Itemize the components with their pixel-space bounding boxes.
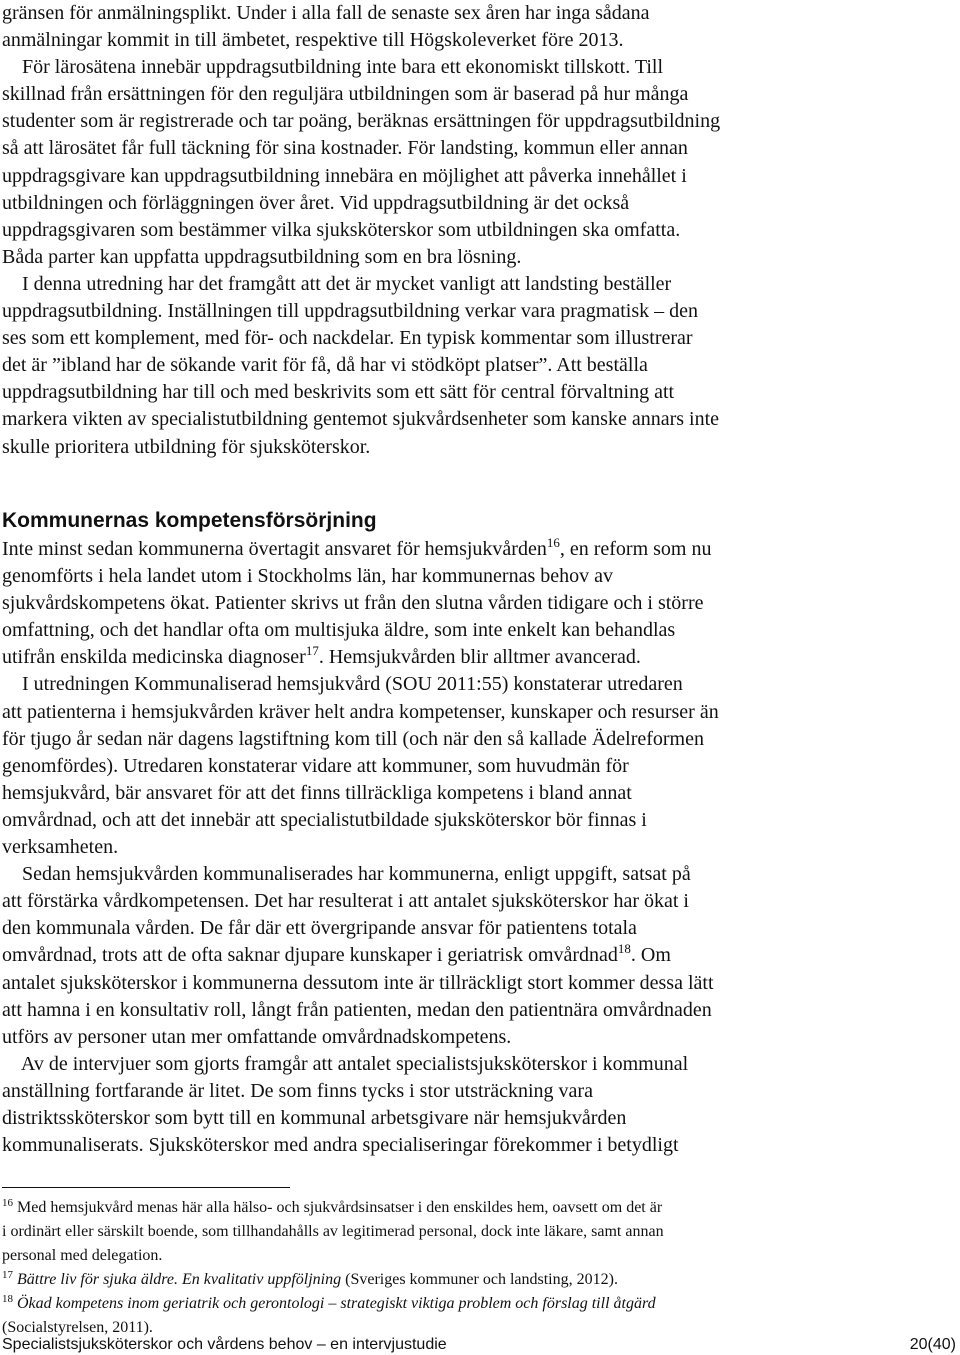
text-line: att förstärka vårdkompetensen. Det har resulterat i att antalet sjuksköterskor har ökat i bbox=[2, 890, 689, 913]
footer-page-number: 20(40) bbox=[909, 1336, 956, 1353]
body-text-block-2 bbox=[2, 536, 852, 1159]
text-line: I utredningen Kommunaliserad hemsjukvård (SOU 2011:55) konstaterar utredaren bbox=[2, 673, 683, 696]
text-line: För lärosätena innebär uppdragsutbildning inte bara ett ekonomiskt tillskott. Till bbox=[2, 56, 664, 79]
text-line: utifrån enskilda medicinska diagnoser$^{17}$. Hemsjukvården blir alltmer avancerad. bbox=[2, 643, 641, 669]
footnote-17: $^{17}$ Bättre liv för sjuka äldre. En kvalitativ uppföljning (Sveriges kommuner och landsting, 2012). bbox=[2, 1269, 618, 1288]
text-line: att patienterna i hemsjukvården kräver helt andra kompetenser, kunskaper och resurser än bbox=[2, 700, 719, 723]
text-line: omvårdnad, trots att de ofta saknar djupare kunskaper i geriatrisk omvårdnad$^{18}$. Om bbox=[2, 941, 671, 967]
body-text-block-1 bbox=[2, 0, 852, 461]
text-line: gränsen för anmälningsplikt. Under i alla fall de senaste sex åren har inga sådana bbox=[2, 2, 650, 24]
footnote-16-line-2: i ordinärt eller särskilt boende, som tillhandahålls av legitimerad personal, dock inte läkare, samt annan bbox=[2, 1223, 664, 1240]
text-line: hemsjukvård, bär ansvaret för att det finns tillräckliga kompetens i bland annat bbox=[2, 781, 632, 804]
footnote-ref-18[interactable]: 18 bbox=[617, 941, 631, 957]
footnotes bbox=[2, 1196, 852, 1340]
footer-document-title: Specialistsjuksköterskor och vårdens behov – en intervjustudie bbox=[2, 1336, 447, 1353]
text-line: verksamheten. bbox=[2, 836, 119, 859]
text-line: uppdragsgivaren som bestämmer vilka sjuksköterskor som utbildningen ska omfatta. bbox=[2, 218, 681, 241]
text-line: att hamna i en konsultativ roll, långt från patienten, medan den patientnära omvårdnaden bbox=[2, 998, 712, 1021]
text-line: anställning fortfarande är litet. De som finns tycks i stor utsträckning vara bbox=[2, 1079, 593, 1102]
text-line: anmälningar kommit in till ämbetet, respektive till Högskoleverket före 2013. bbox=[2, 29, 624, 52]
text-line: Båda parter kan uppfatta uppdragsutbildning som en bra lösning. bbox=[2, 245, 522, 268]
text-line: genomfördes). Utredaren konstaterar vidare att kommuner, som huvudmän för bbox=[2, 754, 629, 777]
text-line: markera vikten av specialistutbildning gentemot sjukvårdsenheter som kanske annars inte bbox=[2, 408, 720, 431]
text-line: Inte minst sedan kommunerna övertagit ansvaret för hemsjukvården$^{16}$, en reform som nu bbox=[2, 535, 712, 560]
text-line: det är ”ibland har de sökande varit för få, då har vi stödköpt platser”. Att beställa bbox=[2, 354, 648, 377]
text-line: uppdragsgivare kan uppdragsutbildning innebära en möjlighet att påverka innehållet i bbox=[2, 164, 687, 187]
section-heading: Kommunernas kompetensförsörjning bbox=[2, 509, 377, 532]
text-line: utbildningen och förläggningen över året. Vid uppdragsutbildning är det också bbox=[2, 191, 630, 214]
text-line: studenter som är registrerade och tar poäng, beräknas ersättningen för uppdragsutbildning bbox=[2, 110, 721, 133]
text-line: utförs av personer utan mer omfattande omvårdnadskompetens. bbox=[2, 1025, 512, 1048]
text-line: distriktssköterskor som bytt till en kommunal arbetsgivare när hemsjukvården bbox=[2, 1106, 627, 1129]
footnote-ref-17[interactable]: 17 bbox=[305, 643, 319, 659]
text-line: genomförts i hela landet utom i Stockholms län, har kommunernas behov av bbox=[2, 565, 613, 588]
text-line: skillnad från ersättningen för den reguljära utbildningen som är baserad på hur många bbox=[2, 83, 689, 106]
text-line: I denna utredning har det framgått att det är mycket vanligt att landsting beställer bbox=[2, 272, 672, 295]
text-line: Sedan hemsjukvården kommunaliserades har kommunerna, enligt uppgift, satsat på bbox=[2, 863, 691, 886]
text-line: skulle prioritera utbildning för sjuksköterskor. bbox=[2, 435, 371, 458]
text-line: uppdragsutbildning har till och med beskrivits som ett sätt för central förvaltning att bbox=[2, 381, 675, 404]
text-line: Av de intervjuer som gjorts framgår att antalet specialistsjuksköterskor i kommunal bbox=[2, 1052, 689, 1075]
footnote-16: $^{16}$ Med hemsjukvård menas här alla hälso- och sjukvårdsinsatser i den enskildes hem, oavsett om det är bbox=[2, 1197, 663, 1216]
text-line: omfattning, och det handlar ofta om multisjuka äldre, som inte enkelt kan behandlas bbox=[2, 619, 676, 642]
footnote-16-line-3: personal med delegation. bbox=[2, 1247, 163, 1264]
footnote-18: $^{18}$ Ökad kompetens inom geriatrik och gerontologi – strategiskt viktiga problem och förslag till åtgärd bbox=[2, 1293, 656, 1312]
footnote-ref-16[interactable]: 16 bbox=[546, 535, 560, 550]
text-line: ses som ett komplement, med för- och nackdelar. En typisk kommentar som illustrerar bbox=[2, 327, 693, 350]
text-line: för tjugo år sedan när dagens lagstiftning kom till (och när den så kallade Ädelreformen bbox=[2, 727, 704, 750]
text-line: så att lärosätet får full täckning för sina kostnader. För landsting, kommun eller annan bbox=[2, 137, 688, 160]
footnote-divider bbox=[2, 1187, 290, 1188]
text-line: kommunaliserats. Sjuksköterskor med andra specialiseringar förekommer i betydligt bbox=[2, 1134, 679, 1157]
text-line: sjukvårdskompetens ökat. Patienter skrivs ut från den slutna vården tidigare och i större bbox=[2, 592, 704, 615]
text-line: antalet sjuksköterskor i kommunerna dessutom inte är tillräckligt stort kommer dessa lätt bbox=[2, 971, 714, 994]
text-line: uppdragsutbildning. Inställningen till uppdragsutbildning verkar vara pragmatisk – den bbox=[2, 300, 698, 323]
text-line: omvårdnad, och att det innebär att specialistutbildade sjuksköterskor bör finnas i bbox=[2, 808, 647, 831]
footnote-18-line-2: (Socialstyrelsen, 2011). bbox=[2, 1319, 153, 1336]
text-line: den kommunala vården. De får där ett övergripande ansvar för patientens totala bbox=[2, 917, 637, 940]
